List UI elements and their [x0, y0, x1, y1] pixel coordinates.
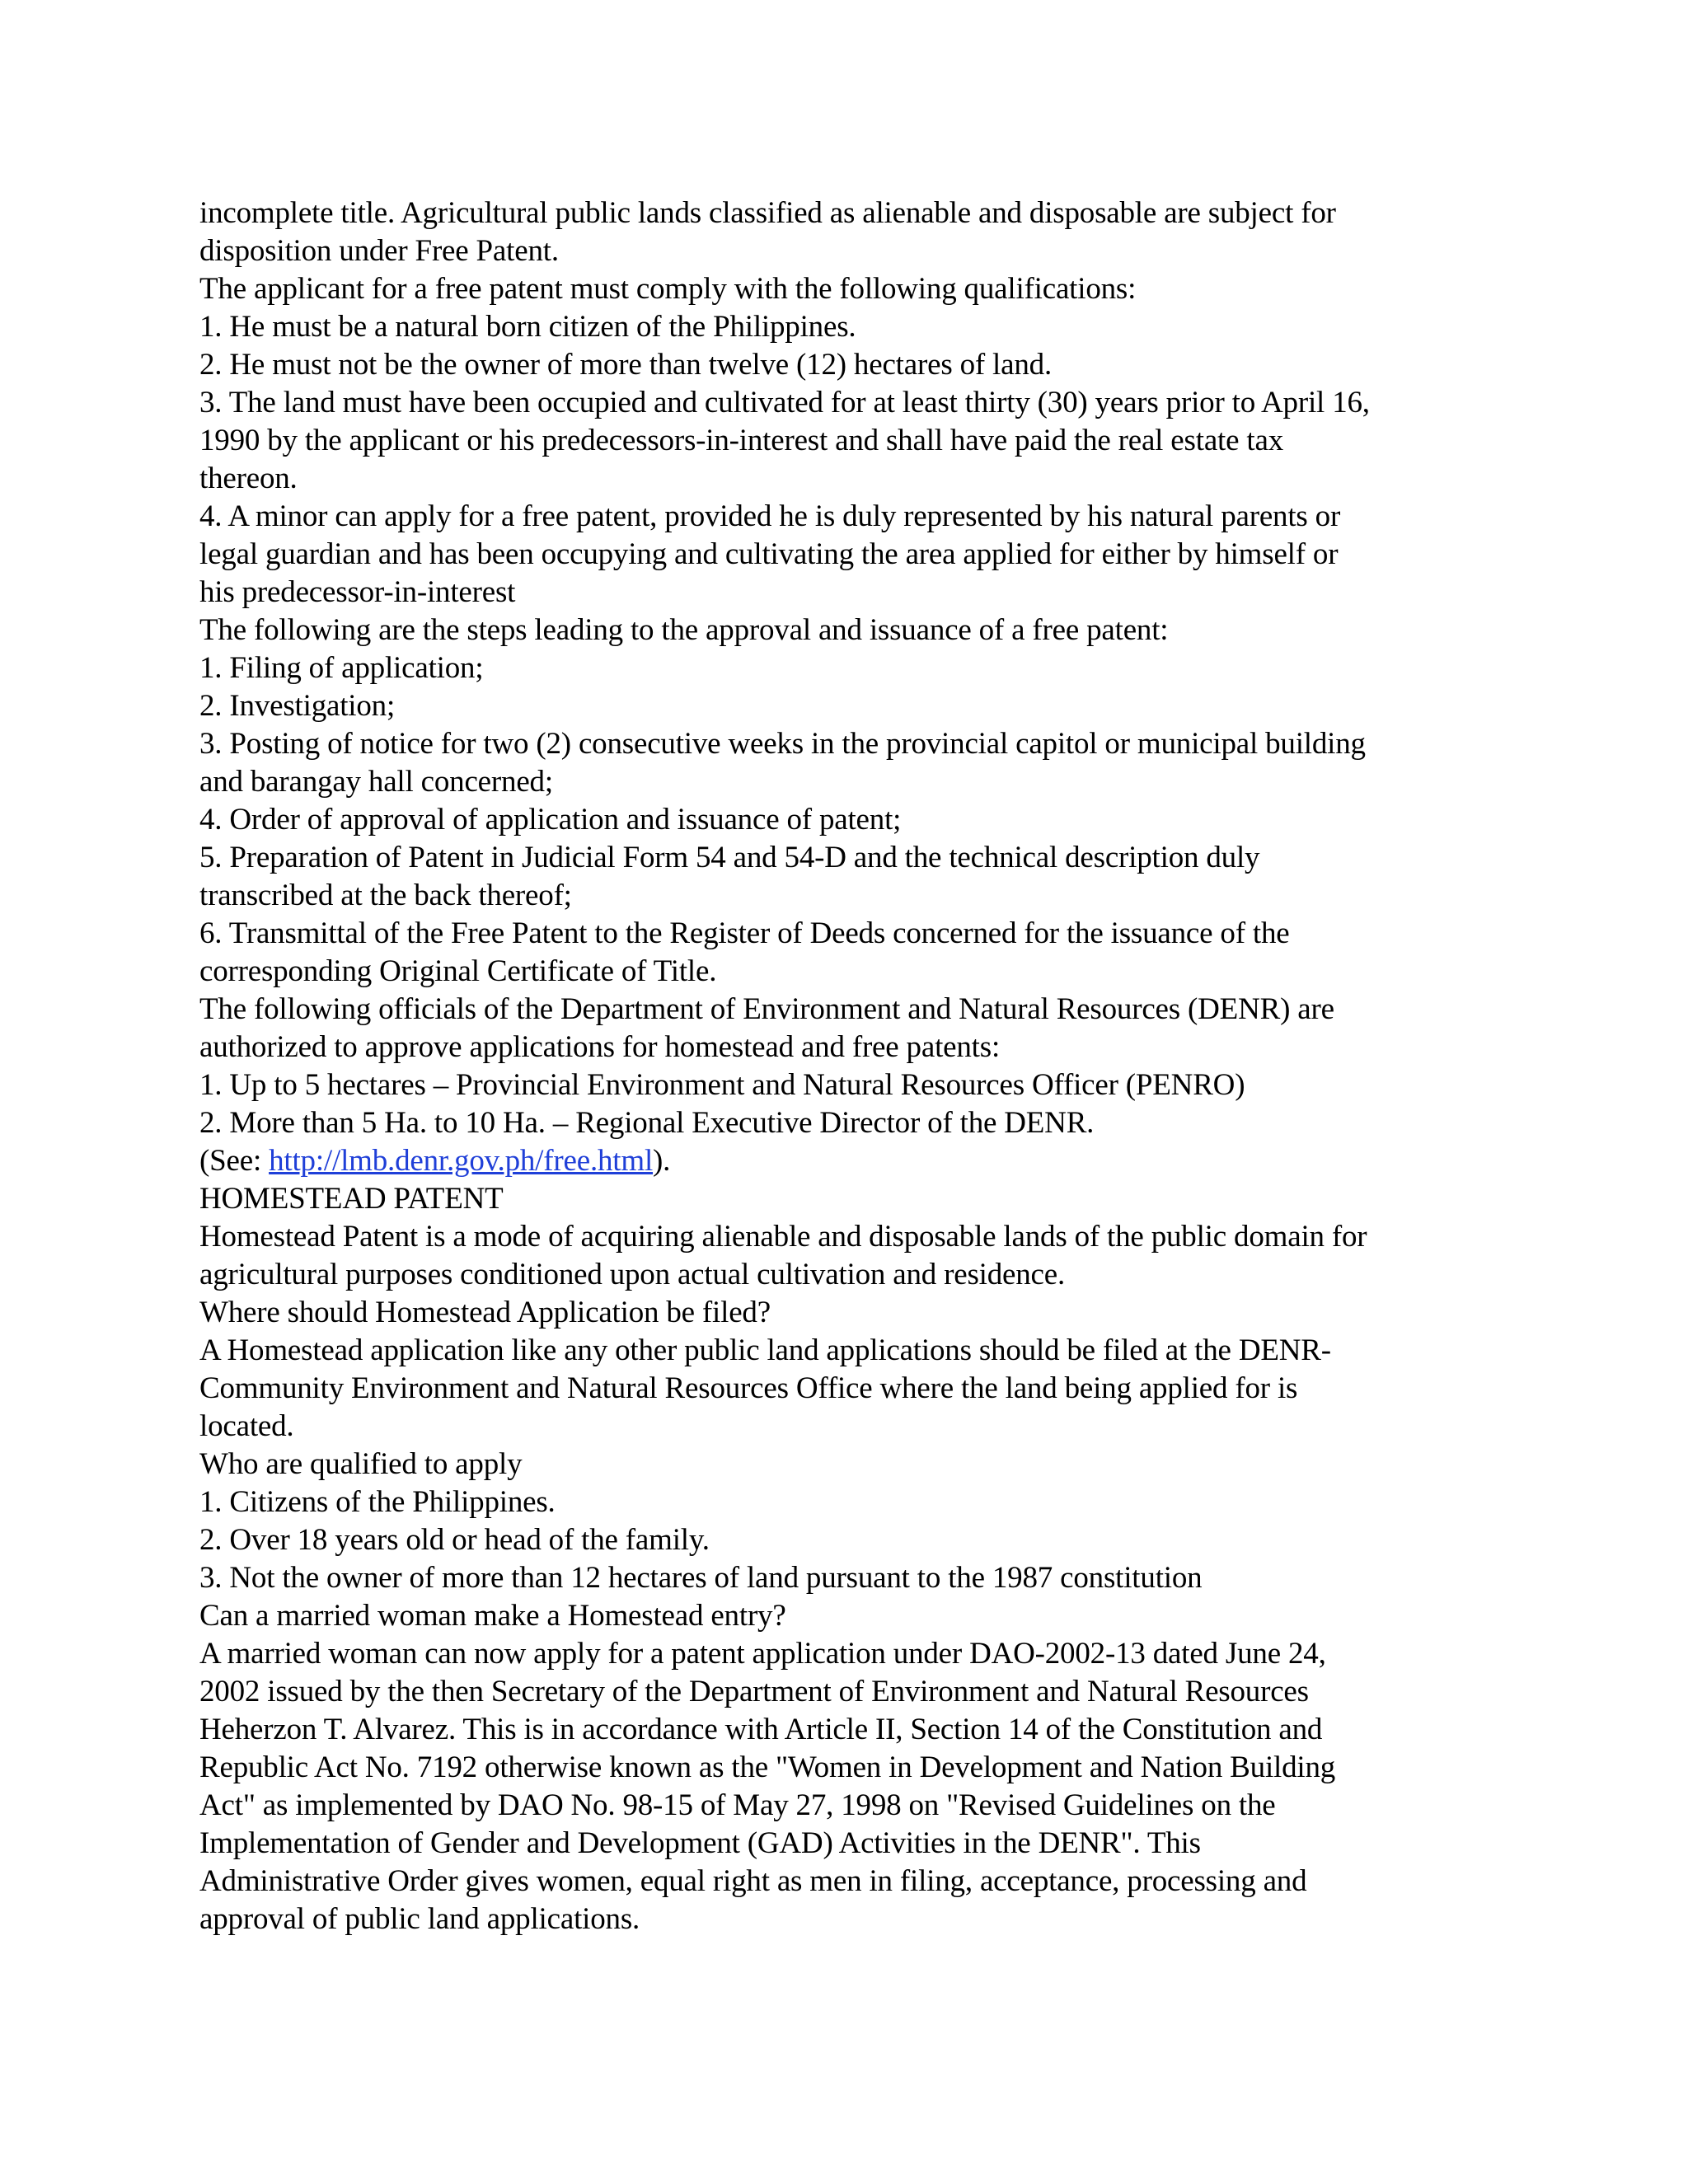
text-line: 3. Posting of notice for two (2) consecutive weeks in the provincial capitol or municipal building — [199, 727, 1366, 761]
text-line: 5. Preparation of Patent in Judicial Form 54 and 54-D and the technical description duly — [199, 841, 1260, 874]
text-line: 1. Citizens of the Philippines. — [199, 1485, 556, 1519]
text-line: The following officials of the Department of Environment and Natural Resources (DENR) are — [199, 992, 1334, 1026]
text-line: located. — [199, 1409, 294, 1443]
text-line: A Homestead application like any other public land applications should be filed at the DENR- — [199, 1333, 1331, 1367]
text-line: 1990 by the applicant or his predecessors-in-interest and shall have paid the real estate tax — [199, 424, 1283, 457]
text-line: 1. Up to 5 hectares – Provincial Environment and Natural Resources Officer (PENRO) — [199, 1068, 1245, 1102]
text-line: 1. Filing of application; — [199, 651, 484, 685]
text-line: incomplete title. Agricultural public lands classified as alienable and disposable are subject for — [199, 196, 1336, 230]
text-line: agricultural purposes conditioned upon actual cultivation and residence. — [199, 1258, 1066, 1291]
text-line: 3. Not the owner of more than 12 hectares of land pursuant to the 1987 constitution — [199, 1561, 1203, 1595]
text-line: 4. A minor can apply for a free patent, provided he is duly represented by his natural parents or — [199, 499, 1341, 533]
text-line: 2. Over 18 years old or head of the family. — [199, 1523, 710, 1557]
text-line: approval of public land applications. — [199, 1902, 640, 1936]
text-line: Can a married woman make a Homestead entry? — [199, 1599, 786, 1633]
text-line: Administrative Order gives women, equal right as men in filing, acceptance, processing and — [199, 1864, 1307, 1898]
text-line: authorized to approve applications for homestead and free patents: — [199, 1030, 1001, 1064]
text-line: his predecessor-in-interest — [199, 575, 516, 609]
see-reference-line — [199, 1142, 1502, 1180]
text-line: Implementation of Gender and Development (GAD) Activities in the DENR". This — [199, 1826, 1201, 1860]
text-line: and barangay hall concerned; — [199, 765, 553, 799]
text-line: Homestead Patent is a mode of acquiring alienable and disposable lands of the public domain for — [199, 1220, 1367, 1254]
text-line: 6. Transmittal of the Free Patent to the Register of Deeds concerned for the issuance of the — [199, 916, 1290, 950]
text-line: Heherzon T. Alvarez. This is in accordance with Article II, Section 14 of the Constitution and — [199, 1713, 1323, 1746]
text-line: The following are the steps leading to the approval and issuance of a free patent: — [199, 613, 1169, 647]
text-line: Who are qualified to apply — [199, 1447, 523, 1481]
text-line: The applicant for a free patent must comply with the following qualifications: — [199, 272, 1137, 306]
text-line: 2002 issued by the then Secretary of the Department of Environment and Natural Resources — [199, 1675, 1309, 1708]
text-line: corresponding Original Certificate of Title. — [199, 954, 717, 988]
text-line: 2. More than 5 Ha. to 10 Ha. – Regional Executive Director of the DENR. — [199, 1106, 1095, 1140]
text-line: 4. Order of approval of application and issuance of patent; — [199, 803, 902, 837]
text-line: thereon. — [199, 462, 298, 495]
text-line: disposition under Free Patent. — [199, 234, 559, 268]
text-line: Where should Homestead Application be filed? — [199, 1296, 771, 1329]
see-prefix: (See: — [199, 1144, 270, 1178]
section-heading: HOMESTEAD PATENT — [199, 1182, 504, 1216]
text-line: transcribed at the back thereof; — [199, 879, 572, 912]
text-line: Republic Act No. 7192 otherwise known as the "Women in Development and Nation Building — [199, 1750, 1336, 1784]
text-line: Community Environment and Natural Resources Office where the land being applied for is — [199, 1371, 1298, 1405]
text-line: 2. Investigation; — [199, 689, 396, 723]
text-line: Act" as implemented by DAO No. 98-15 of May 27, 1998 on "Revised Guidelines on the — [199, 1788, 1276, 1822]
text-line: 1. He must be a natural born citizen of the Philippines. — [199, 310, 856, 344]
text-line: 3. The land must have been occupied and cultivated for at least thirty (30) years prior to April 16, — [199, 386, 1370, 419]
text-line: 2. He must not be the owner of more than twelve (12) hectares of land. — [199, 348, 1052, 382]
document-body — [199, 194, 1502, 1938]
text-line: A married woman can now apply for a patent application under DAO-2002-13 dated June 24, — [199, 1637, 1326, 1671]
free-patent-link[interactable]: http://lmb.denr.gov.ph/free.html — [269, 1144, 654, 1178]
see-suffix: ). — [653, 1144, 671, 1178]
text-line: legal guardian and has been occupying and cultivating the area applied for either by himself or — [199, 537, 1339, 571]
